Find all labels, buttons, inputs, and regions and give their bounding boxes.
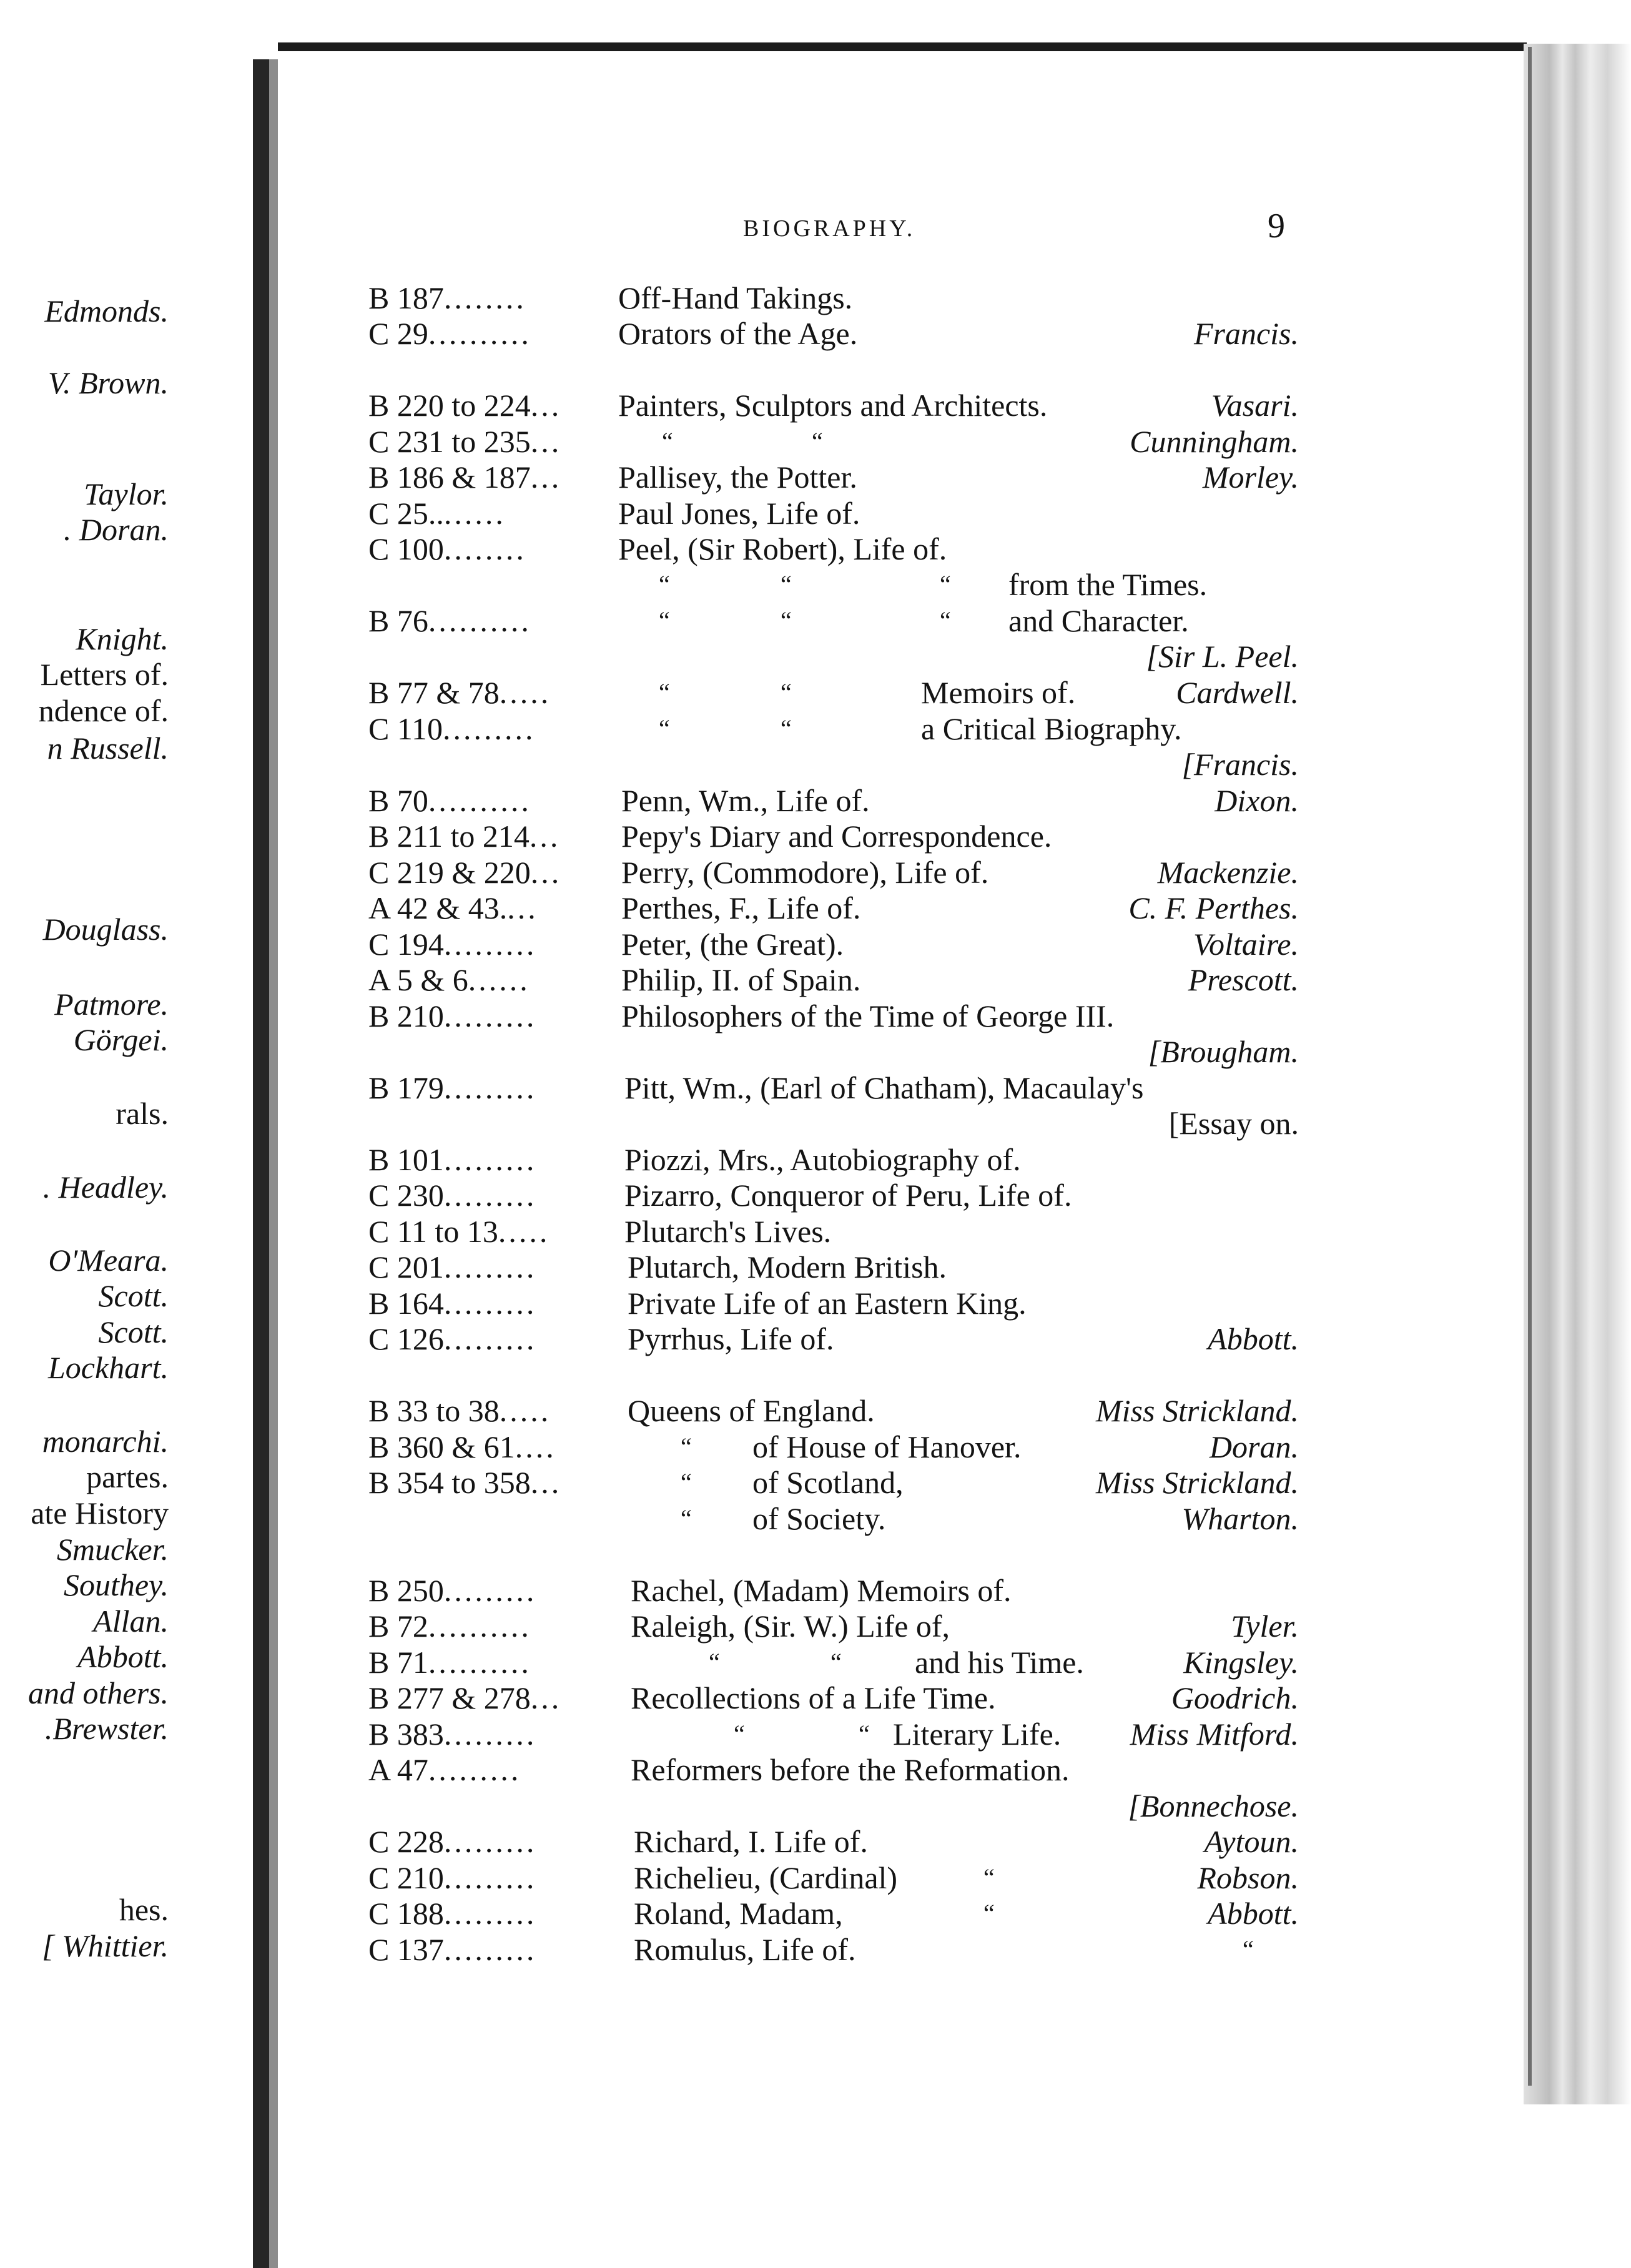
book-title: Queens of England. [628, 1393, 875, 1428]
book-title: of Scotland, [752, 1465, 904, 1500]
facing-page-text: O'Meara. [48, 1243, 169, 1278]
shelf-number: C 219 & 220 [368, 855, 531, 890]
shelf-number: C 110 [368, 711, 443, 746]
facing-page-text: Douglass. [42, 912, 169, 947]
catalogue-entry [368, 280, 1299, 316]
book-author: Voltaire. [1193, 927, 1299, 962]
book-title: a Critical Biography. [921, 711, 1182, 746]
facing-page-text: Abbott. [77, 1639, 169, 1674]
ditto-mark: “ [859, 1720, 870, 1748]
catalogue-entry [368, 1393, 1299, 1429]
facing-page-text: Knight. [76, 621, 169, 656]
leader-dots: ... [530, 424, 562, 459]
book-title: and his Time. [915, 1645, 1084, 1680]
catalogue-entry [368, 603, 1299, 639]
book-author: Vasari. [1211, 388, 1299, 423]
page-stack-edge [1524, 44, 1631, 2104]
shelf-number: A 42 & 43. [368, 890, 508, 925]
catalogue-entry [368, 1752, 1299, 1788]
book-author: [Francis. [1181, 747, 1299, 782]
book-title: Pallisey, the Potter. [618, 460, 857, 495]
leader-dots: ... [530, 855, 562, 890]
book-title: Painters, Sculptors and Architects. [618, 388, 1048, 423]
book-author: [Sir L. Peel. [1146, 639, 1299, 674]
catalogue-entry [368, 1070, 1299, 1106]
shelf-number: C 201 [368, 1250, 444, 1284]
leader-dots: ......... [443, 927, 537, 962]
shelf-reference [368, 711, 618, 747]
book-author: [Brougham. [1148, 1034, 1299, 1069]
book-title: Richelieu, (Cardinal) [634, 1860, 898, 1895]
shelf-number: B 179 [368, 1070, 444, 1105]
shelf-reference [368, 531, 618, 567]
ditto-mark: “ [781, 678, 792, 706]
shelf-number: B 277 & 278 [368, 1680, 531, 1715]
catalogue-entry [368, 890, 1299, 926]
catalogue-entry [368, 1501, 1299, 1537]
catalogue-entry [368, 1464, 1299, 1501]
leader-dots: ... [530, 1680, 562, 1715]
catalogue-entry [368, 1105, 1299, 1141]
facing-page-text: n Russell. [47, 731, 169, 766]
leader-dots: ... [530, 1465, 562, 1500]
shelf-number: B 72 [368, 1609, 428, 1644]
shelf-number: A 5 & 6 [368, 962, 468, 997]
shelf-reference [368, 926, 618, 962]
leader-dots: ... [530, 388, 562, 423]
shelf-number: B 164 [368, 1286, 444, 1321]
book-title: Roland, Madam, [634, 1896, 843, 1931]
facing-page-text: Scott. [98, 1278, 169, 1313]
ditto-mark: “ [1243, 1935, 1254, 1963]
leader-dots: ..... [498, 1214, 550, 1249]
catalogue-entry [368, 674, 1299, 711]
book-title: Romulus, Life of. [634, 1932, 856, 1967]
catalogue-entry [368, 423, 1299, 460]
shelf-reference [368, 1249, 618, 1285]
shelf-number: C 25.. [368, 496, 444, 531]
book-title: Piozzi, Mrs., Autobiography of. [624, 1142, 1021, 1177]
book-title: Raleigh, (Sir. W.) Life of, [631, 1609, 950, 1644]
page-number: 9 [1268, 207, 1285, 245]
leader-dots: .......... [428, 603, 531, 638]
catalogue-entry [368, 459, 1299, 495]
shelf-number: C 228 [368, 1824, 444, 1859]
book-title: Pyrrhus, Life of. [628, 1321, 834, 1356]
book-author: Doran. [1209, 1429, 1299, 1464]
shelf-reference [368, 1321, 618, 1357]
catalogue-entry [368, 638, 1299, 674]
facing-page-text: Southey. [63, 1567, 169, 1602]
catalogue-entry [368, 1285, 1299, 1321]
shelf-reference [368, 1608, 618, 1644]
facing-page-text: [ Whittier. [42, 1928, 169, 1963]
facing-page-text: Letters of. [40, 657, 169, 692]
catalogue-entry [368, 1033, 1299, 1070]
shelf-number: A 47 [368, 1752, 428, 1787]
book-author: Morley. [1202, 460, 1299, 495]
shelf-number: B 354 to 358 [368, 1465, 531, 1500]
facing-page-text: hes. [119, 1892, 169, 1927]
book-author: Abbott. [1208, 1321, 1299, 1356]
leader-dots: ........ [443, 531, 526, 566]
leader-dots: ......... [443, 1286, 537, 1321]
leader-dots: ........ [443, 280, 526, 315]
leader-dots: ......... [443, 1824, 537, 1859]
shelf-reference [368, 315, 618, 352]
ditto-mark: “ [659, 678, 670, 706]
book-author: Tyler. [1231, 1609, 1299, 1644]
facing-page-text: rals. [116, 1096, 169, 1131]
book-author: [Bonnechose. [1128, 1788, 1299, 1823]
facing-page-text: and others. [28, 1675, 169, 1710]
book-gutter [253, 59, 269, 2268]
catalogue-entry [368, 495, 1299, 531]
shelf-reference [368, 1429, 618, 1465]
leader-dots: ......... [443, 1250, 537, 1284]
book-author: [Essay on. [1168, 1106, 1299, 1141]
ditto-mark: “ [662, 427, 673, 455]
shelf-reference [368, 1680, 618, 1716]
catalogue-entry [368, 1141, 1299, 1178]
book-author: Mackenzie. [1157, 855, 1299, 890]
shelf-number: B 101 [368, 1142, 444, 1177]
shelf-reference [368, 1823, 618, 1860]
shelf-number: B 33 to 38 [368, 1393, 500, 1428]
shelf-number: B 211 to 214 [368, 819, 530, 854]
shelf-reference [368, 890, 618, 926]
shelf-number: C 188 [368, 1896, 444, 1931]
shelf-number: B 187 [368, 280, 444, 315]
catalogue-entry [368, 531, 1299, 567]
shelf-number: B 360 & 61 [368, 1429, 515, 1464]
facing-page-text: ndence of. [38, 693, 169, 728]
ditto-mark: “ [659, 570, 670, 598]
shelf-reference [368, 1177, 618, 1213]
book-title: Plutarch, Modern British. [628, 1250, 947, 1284]
shelf-reference [368, 1141, 618, 1178]
leader-dots: ..... [499, 1393, 551, 1428]
shelf-number: C 29 [368, 316, 428, 351]
book-title: Literary Life. [893, 1717, 1062, 1752]
ditto-mark: “ [659, 714, 670, 742]
ditto-mark: “ [781, 714, 792, 742]
book-title: Perthes, F., Life of. [621, 890, 861, 925]
catalogue-entry [368, 998, 1299, 1034]
book-title: of House of Hanover. [752, 1429, 1022, 1464]
book-title: from the Times. [1008, 567, 1208, 602]
shelf-number: C 230 [368, 1178, 444, 1213]
facing-page-fragment [0, 0, 253, 2268]
catalogue-entry [368, 1249, 1299, 1285]
book-title: Peter, (the Great). [621, 927, 844, 962]
catalogue-entry [368, 711, 1299, 747]
ditto-mark: “ [734, 1720, 745, 1748]
shelf-reference [368, 495, 618, 531]
book-title: Memoirs of. [921, 675, 1076, 710]
ditto-mark: “ [940, 570, 951, 598]
facing-page-text: Smucker. [56, 1532, 169, 1567]
catalogue-entry [368, 1788, 1299, 1824]
book-title: Richard, I. Life of. [634, 1824, 868, 1859]
leader-dots: ......... [443, 1573, 537, 1608]
shelf-number: B 77 & 78 [368, 675, 500, 710]
book-title: Perry, (Commodore), Life of. [621, 855, 989, 890]
book-title: Pizarro, Conqueror of Peru, Life of. [624, 1178, 1072, 1213]
leader-dots: ...... [443, 496, 506, 531]
book-title: Rachel, (Madam) Memoirs of. [631, 1573, 1012, 1608]
facing-page-text: .Brewster. [44, 1711, 169, 1746]
leader-dots: ... [507, 890, 538, 925]
leader-dots: .......... [428, 316, 531, 351]
book-author: Abbott. [1208, 1896, 1299, 1931]
ditto-mark: “ [681, 1432, 692, 1461]
leader-dots: ... [529, 819, 561, 854]
shelf-reference [368, 1572, 618, 1609]
shelf-reference [368, 998, 618, 1034]
ditto-mark: “ [709, 1648, 720, 1676]
leader-dots: ......... [443, 1142, 537, 1177]
book-title: Philosophers of the Time of George III. [621, 998, 1115, 1033]
book-author: Robson. [1197, 1860, 1299, 1895]
shelf-number: B 71 [368, 1645, 428, 1680]
catalogue-entry [368, 1429, 1299, 1465]
leader-dots: ......... [443, 1896, 537, 1931]
shelf-reference [368, 1895, 618, 1931]
ditto-mark: “ [781, 606, 792, 634]
shelf-number: B 210 [368, 998, 444, 1033]
shelf-number: C 194 [368, 927, 444, 962]
book-author: Francis. [1193, 316, 1299, 351]
catalogue-entry [368, 1321, 1299, 1357]
gutter-shadow [269, 59, 278, 2268]
ditto-mark: “ [983, 1863, 995, 1891]
catalogue-entry [368, 926, 1299, 962]
shelf-reference [368, 1213, 618, 1250]
shelf-number: B 220 to 224 [368, 388, 531, 423]
facing-page-text: Lockhart. [47, 1350, 169, 1385]
shelf-number: C 210 [368, 1860, 444, 1895]
catalogue-entry [368, 1213, 1299, 1250]
ditto-mark: “ [940, 606, 951, 634]
shelf-reference [368, 1931, 618, 1968]
catalogue-entry [368, 1572, 1299, 1609]
facing-page-text: Taylor. [84, 476, 169, 511]
book-author: Kingsley. [1183, 1645, 1299, 1680]
shelf-number: C 231 to 235 [368, 424, 531, 459]
leader-dots: .... [515, 1429, 556, 1464]
book-title: Paul Jones, Life of. [618, 496, 860, 531]
shelf-reference [368, 674, 618, 711]
shelf-number: C 137 [368, 1932, 444, 1967]
shelf-number: C 11 to 13 [368, 1214, 498, 1249]
catalogue-entry [368, 1716, 1299, 1752]
book-title: Reformers before the Reformation. [631, 1752, 1070, 1787]
shelf-reference [368, 1860, 618, 1896]
facing-page-text: . Doran. [63, 512, 169, 547]
facing-page-text: Edmonds. [44, 293, 169, 328]
catalogue-entry [368, 387, 1299, 423]
book-author: Prescott. [1188, 962, 1299, 997]
leader-dots: ......... [443, 1860, 537, 1895]
catalogue-entry [368, 1644, 1299, 1680]
page-edge-line [1528, 47, 1532, 2086]
catalogue-entry [368, 782, 1299, 819]
facing-page-text: Patmore. [54, 987, 169, 1022]
shelf-reference [368, 1752, 618, 1788]
book-author: Miss Strickland. [1096, 1465, 1299, 1500]
ditto-mark: “ [830, 1648, 842, 1676]
catalogue-entry [368, 1608, 1299, 1644]
leader-dots: ..... [499, 675, 551, 710]
book-author: Miss Mitford. [1130, 1717, 1299, 1752]
shelf-reference [368, 962, 618, 998]
leader-dots: ...... [468, 962, 530, 997]
top-edge-shadow [278, 42, 1527, 51]
book-author: Cunningham. [1130, 424, 1299, 459]
facing-page-text: Scott. [98, 1314, 169, 1349]
book-title: Pitt, Wm., (Earl of Chatham), Macaulay's [624, 1070, 1144, 1105]
book-title: Orators of the Age. [618, 316, 858, 351]
book-title: Recollections of a Life Time. [631, 1680, 996, 1715]
ditto-mark: “ [659, 606, 670, 634]
book-title: Philip, II. of Spain. [621, 962, 861, 997]
leader-dots: ......... [443, 1321, 537, 1356]
catalogue-entry [368, 1931, 1299, 1968]
catalogue-entry [368, 962, 1299, 998]
shelf-number: B 250 [368, 1573, 444, 1608]
ditto-mark: “ [983, 1899, 995, 1927]
shelf-number: C 100 [368, 531, 444, 566]
facing-page-text: . Headley. [42, 1170, 169, 1205]
facing-page-text: ate History [31, 1496, 169, 1531]
shelf-number: B 186 & 187 [368, 460, 531, 495]
facing-page-text: monarchi. [42, 1424, 169, 1459]
shelf-reference [368, 1644, 618, 1680]
leader-dots: ......... [443, 1070, 537, 1105]
shelf-reference [368, 1716, 618, 1752]
running-head: BIOGRAPHY. [743, 215, 916, 242]
catalogue-entry [368, 1680, 1299, 1716]
shelf-number: B 70 [368, 783, 428, 818]
catalogue-entry [368, 1823, 1299, 1860]
catalogue-entry [368, 746, 1299, 782]
leader-dots: .......... [428, 1645, 531, 1680]
book-author: Aytoun. [1204, 1824, 1299, 1859]
book-title: and Character. [1008, 603, 1189, 638]
book-author: Dixon. [1215, 783, 1299, 818]
shelf-number: C 126 [368, 1321, 444, 1356]
leader-dots: ......... [443, 711, 536, 746]
book-author: Cardwell. [1176, 675, 1299, 710]
shelf-number: B 76 [368, 603, 428, 638]
book-author: C. F. Perthes. [1128, 890, 1299, 925]
book-title: Peel, (Sir Robert), Life of. [618, 531, 947, 566]
shelf-reference [368, 1070, 618, 1106]
shelf-reference [368, 280, 618, 316]
catalogue-entry [368, 818, 1299, 854]
catalogue-entry [368, 315, 1299, 352]
book-title: Private Life of an Eastern King. [628, 1286, 1027, 1321]
book-title: Penn, Wm., Life of. [621, 783, 870, 818]
catalogue-entry [368, 1177, 1299, 1213]
catalogue-entry [368, 854, 1299, 890]
book-title: of Society. [752, 1501, 886, 1536]
facing-page-text: partes. [86, 1459, 169, 1494]
ditto-mark: “ [812, 427, 823, 455]
leader-dots: .......... [428, 1609, 531, 1644]
book-author: Wharton. [1181, 1501, 1299, 1536]
shelf-reference [368, 459, 618, 495]
shelf-reference [368, 1393, 618, 1429]
leader-dots: ......... [443, 1932, 537, 1967]
leader-dots: ......... [428, 1752, 521, 1787]
facing-page-text: Allan. [93, 1604, 169, 1639]
shelf-reference [368, 423, 618, 460]
shelf-reference [368, 782, 618, 819]
facing-page-text: V. Brown. [47, 365, 169, 400]
shelf-reference [368, 854, 618, 890]
facing-page-text: Görgei. [73, 1022, 169, 1057]
shelf-reference [368, 1464, 618, 1501]
catalogue-entry [368, 1860, 1299, 1896]
leader-dots: .......... [428, 783, 531, 818]
shelf-reference [368, 1285, 618, 1321]
leader-dots: ......... [443, 1717, 537, 1752]
ditto-mark: “ [681, 1504, 692, 1532]
book-title: Plutarch's Lives. [624, 1214, 832, 1249]
leader-dots: ... [530, 460, 562, 495]
book-title: Pepy's Diary and Correspondence. [621, 819, 1052, 854]
catalogue-entry [368, 1895, 1299, 1931]
shelf-number: B 383 [368, 1717, 444, 1752]
book-author: Goodrich. [1171, 1680, 1299, 1715]
ditto-mark: “ [781, 570, 792, 598]
leader-dots: ......... [443, 998, 537, 1033]
shelf-reference [368, 387, 618, 423]
ditto-mark: “ [681, 1468, 692, 1496]
shelf-reference [368, 603, 618, 639]
book-author: Miss Strickland. [1096, 1393, 1299, 1428]
shelf-reference [368, 818, 618, 854]
catalogue-entry [368, 566, 1299, 603]
leader-dots: ......... [443, 1178, 537, 1213]
book-title: Off-Hand Takings. [618, 280, 853, 315]
